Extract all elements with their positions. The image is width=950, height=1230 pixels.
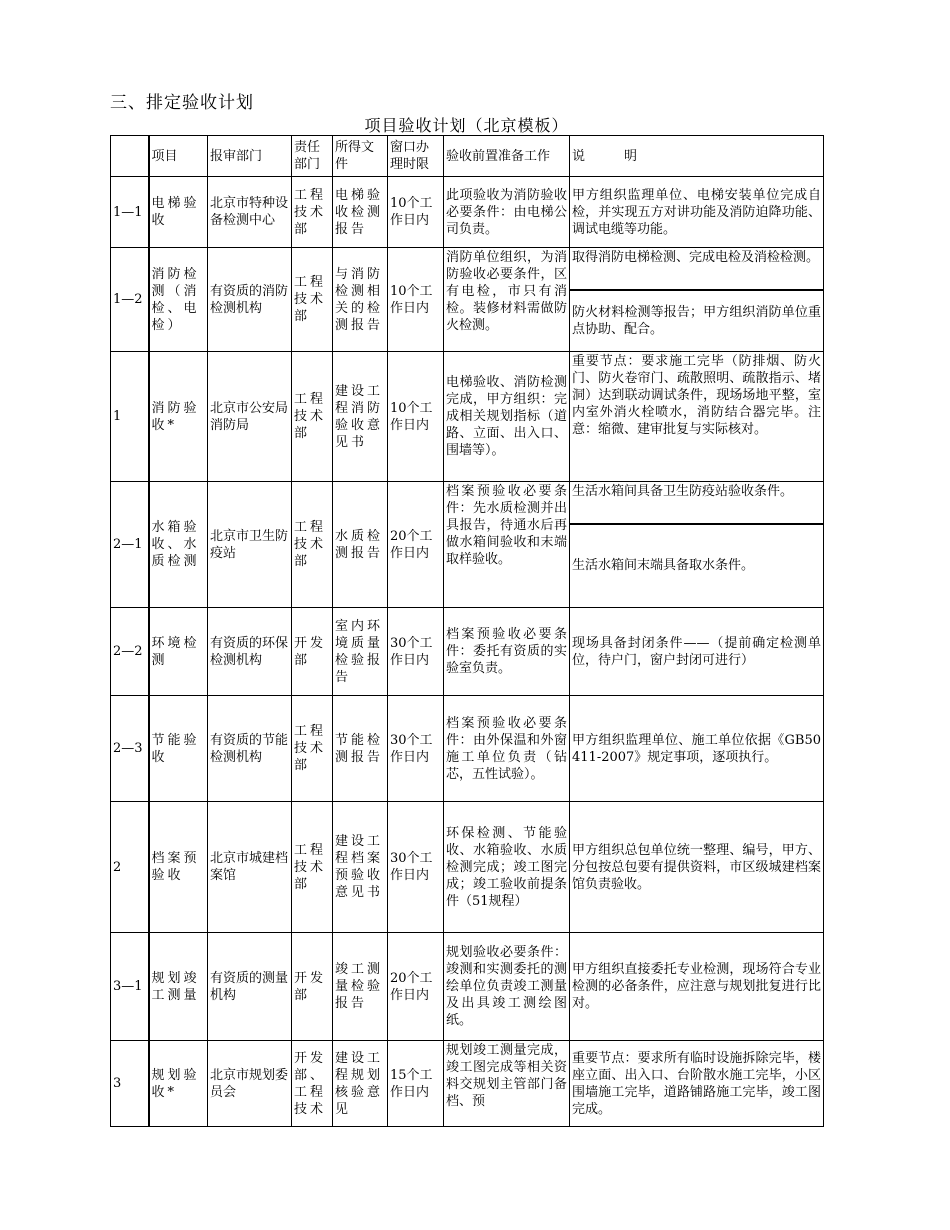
row-dept: 北京市特种设备检测中心 bbox=[208, 177, 292, 248]
row-doc: 节能检测报告 bbox=[333, 696, 388, 802]
header-dept: 报审部门 bbox=[208, 136, 292, 177]
row-prep: 档案预验收必要条件：先水质检测并出具报告，待通水后再做水箱间验收和末端取样验收。 bbox=[444, 482, 570, 608]
row-note: 甲方组织直接委托专业检测，现场符合专业检测的必备条件，应注意与规划批复进行比对。 bbox=[570, 933, 824, 1041]
table-row bbox=[111, 482, 824, 524]
header-no bbox=[111, 136, 149, 177]
row-doc: 竣工测量检验报告 bbox=[333, 933, 388, 1041]
table-title: 项目验收计划（北京模板） bbox=[364, 116, 569, 135]
row-note: 甲方组织监理单位、电梯安装单位完成自检，并实现五方对讲功能及消防迫降功能、调试电缆等功能。 bbox=[570, 177, 824, 248]
row-item: 档案预验收 bbox=[149, 802, 208, 933]
row-window: 20个工作日内 bbox=[388, 933, 444, 1041]
row-window: 10个工作日内 bbox=[388, 177, 444, 248]
section-heading: 三、排定验收计划 bbox=[110, 93, 254, 113]
row-window: 30个工作日内 bbox=[388, 802, 444, 933]
row-note: 现场具备封闭条件——（提前确定检测单位，待户门，窗户封闭可进行） bbox=[570, 608, 824, 696]
row-dept: 北京市规划委员会 bbox=[208, 1041, 292, 1127]
row-window: 10个工作日内 bbox=[388, 352, 444, 482]
header-doc: 所得文件 bbox=[333, 136, 388, 177]
row-doc: 建设工程消防验收意见书 bbox=[333, 352, 388, 482]
row-dept: 北京市城建档案馆 bbox=[208, 802, 292, 933]
row-resp: 工程技术部 bbox=[292, 802, 333, 933]
row-prep: 档案预验收必要条件：委托有资质的实验室负责。 bbox=[444, 608, 570, 696]
row-no: 1—2 bbox=[111, 248, 149, 352]
row-item: 消防验收* bbox=[149, 352, 208, 482]
table-row bbox=[111, 802, 824, 933]
header-note: 说 明 bbox=[570, 136, 824, 177]
row-doc: 与消防检测相关的检测报告 bbox=[333, 248, 388, 352]
row-no: 2 bbox=[111, 802, 149, 933]
row-prep: 此项验收为消防验收必要条件：由电梯公司负责。 bbox=[444, 177, 570, 248]
row-note: 甲方组织监理单位、施工单位依据《GB50411-2007》规定事项，逐项执行。 bbox=[570, 696, 824, 802]
row-window: 20个工作日内 bbox=[388, 482, 444, 608]
row-doc: 电梯验收检测报告 bbox=[333, 177, 388, 248]
row-dept: 北京市卫生防疫站 bbox=[208, 482, 292, 608]
table-row bbox=[111, 248, 824, 290]
row-dept: 有资质的环保检测机构 bbox=[208, 608, 292, 696]
acceptance-plan-table bbox=[110, 135, 824, 1127]
row-item: 环境检测 bbox=[149, 608, 208, 696]
row-resp: 工程技术部 bbox=[292, 696, 333, 802]
row-dept: 有资质的测量机构 bbox=[208, 933, 292, 1041]
table-header-row bbox=[111, 136, 824, 177]
row-no: 2—2 bbox=[111, 608, 149, 696]
table-row bbox=[111, 352, 824, 482]
row-item: 规划竣工测量 bbox=[149, 933, 208, 1041]
row-note: 重要节点：要求施工完毕（防排烟、防火门、防火卷帘门、疏散照明、疏散指示、堵洞）达到联动调试条件，现场场地平整，室内室外消火栓喷水，消防结合器完毕。注意：缩微、建审批复与实际核对。 bbox=[570, 352, 824, 482]
row-note: 取得消防电梯检测、完成电检及消检检测。 bbox=[570, 248, 824, 290]
row-resp: 工程技术部 bbox=[292, 352, 333, 482]
row-note: 生活水箱间具备卫生防疫站验收条件。 bbox=[570, 482, 824, 524]
row-prep: 电梯验收、消防检测完成，甲方组织：完成相关规划指标（道路、立面、出入口、围墙等）。 bbox=[444, 352, 570, 482]
row-note: 重要节点：要求所有临时设施拆除完毕，楼座立面、出入口、台阶散水施工完毕，小区围墙施工完毕，道路铺路施工完毕，竣工图完成。 bbox=[570, 1041, 824, 1127]
row-window: 10个工作日内 bbox=[388, 248, 444, 352]
row-no: 2—1 bbox=[111, 482, 149, 608]
row-note: 甲方组织总包单位统一整理、编号，甲方、分包按总包要有提供资料，市区级城建档案馆负责验收。 bbox=[570, 802, 824, 933]
header-resp: 责任部门 bbox=[292, 136, 333, 177]
row-window: 30个工作日内 bbox=[388, 696, 444, 802]
table-row bbox=[111, 1041, 824, 1127]
row-window: 15个工作日内 bbox=[388, 1041, 444, 1127]
row-dept: 有资质的节能检测机构 bbox=[208, 696, 292, 802]
table-row bbox=[111, 177, 824, 248]
row-resp: 工程技术部 bbox=[292, 482, 333, 608]
row-no: 3 bbox=[111, 1041, 149, 1127]
row-no: 1 bbox=[111, 352, 149, 482]
row-item: 规划验收* bbox=[149, 1041, 208, 1127]
row-resp: 开发部 bbox=[292, 933, 333, 1041]
row-window: 30个工作日内 bbox=[388, 608, 444, 696]
row-prep: 消防单位组织，为消防验收必要条件，区有电检，市只有消检。装修材料需做防火检测。 bbox=[444, 248, 570, 352]
row-item: 电梯验收 bbox=[149, 177, 208, 248]
table-row bbox=[111, 933, 824, 1041]
row-note: 生活水箱间末端具备取水条件。 bbox=[570, 524, 824, 608]
row-resp: 开发部、工程技术 bbox=[292, 1041, 333, 1127]
table-row bbox=[111, 608, 824, 696]
row-doc: 建设工程规划核验意见 bbox=[333, 1041, 388, 1127]
row-no: 3—1 bbox=[111, 933, 149, 1041]
row-dept: 有资质的消防检测机构 bbox=[208, 248, 292, 352]
row-prep: 环保检测、节能验收、水箱验收、水质检测完成；竣工图完成；竣工验收前提条件（51规程） bbox=[444, 802, 570, 933]
row-prep: 规划竣工测量完成，竣工图完成等相关资料交规划主管部门备档、预 bbox=[444, 1041, 570, 1127]
header-item: 项目 bbox=[149, 136, 208, 177]
row-no: 1—1 bbox=[111, 177, 149, 248]
row-resp: 工程技术部 bbox=[292, 177, 333, 248]
row-prep: 规划验收必要条件：竣测和实测委托的测绘单位负责竣工测量及出具竣工测绘图纸。 bbox=[444, 933, 570, 1041]
row-doc: 水质检测报告 bbox=[333, 482, 388, 608]
row-item: 消防检测（消检、电检） bbox=[149, 248, 208, 352]
header-prep: 验收前置准备工作 bbox=[444, 136, 570, 177]
row-doc: 建设工程档案预验收意见书 bbox=[333, 802, 388, 933]
row-note: 防火材料检测等报告；甲方组织消防单位重点协助、配合。 bbox=[570, 290, 824, 352]
row-item: 水箱验收、水质检测 bbox=[149, 482, 208, 608]
row-dept: 北京市公安局消防局 bbox=[208, 352, 292, 482]
header-window: 窗口办理时限 bbox=[388, 136, 444, 177]
table-row bbox=[111, 696, 824, 802]
row-prep: 档案预验收必要条件：由外保温和外窗施工单位负责（钻芯，五性试验）。 bbox=[444, 696, 570, 802]
row-resp: 开发部 bbox=[292, 608, 333, 696]
row-no: 2—3 bbox=[111, 696, 149, 802]
row-item: 节能验收 bbox=[149, 696, 208, 802]
row-resp: 工程技术部 bbox=[292, 248, 333, 352]
row-doc: 室内环境质量检验报告 bbox=[333, 608, 388, 696]
